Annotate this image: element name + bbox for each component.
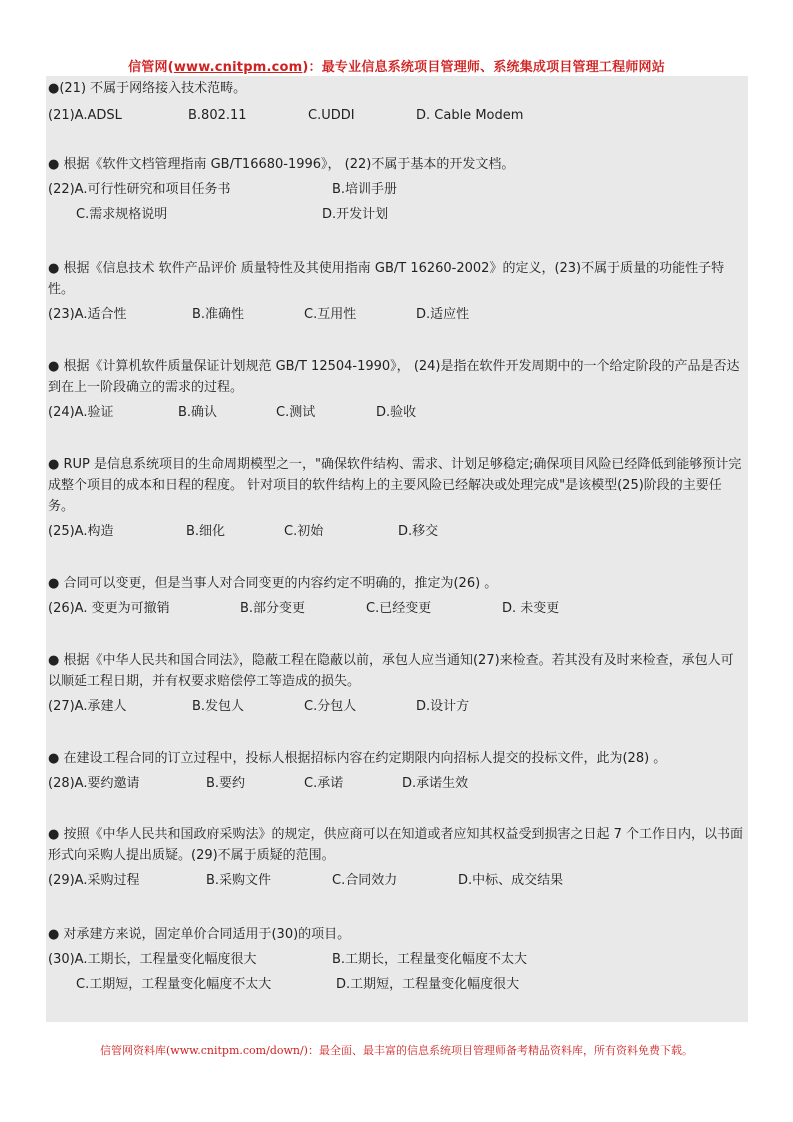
option-c: C.已经变更 [366, 601, 432, 616]
option-b: B.培训手册 [332, 182, 398, 197]
option-a: (24)A.验证 [48, 405, 114, 420]
question-21 [48, 78, 746, 126]
option-d: D. 未变更 [502, 601, 560, 616]
option-a: (25)A.构造 [48, 524, 114, 539]
option-a: (23)A.适合性 [48, 307, 127, 322]
option-b: B.部分变更 [240, 601, 306, 616]
options-row [48, 949, 746, 970]
option-c: C.分包人 [304, 699, 357, 714]
question-stem: ● RUP 是信息系统项目的生命周期模型之一，"确保软件结构、需求、计划足够稳定;确保项目风险已经降低到能够预计完成整个项目的成本和日程的程度。 针对项目的软件结构上的主要风险已经解决或处理完成"是该模型(25)阶段的主要任务。 [48, 457, 742, 514]
question-panel [46, 76, 748, 1022]
option-d: D.承诺生效 [402, 776, 469, 791]
option-b: B.确认 [178, 405, 218, 420]
question-stem: ● 根据《软件文档管理指南 GB/T16680-1996》， (22)不属于基本的开发文档。 [48, 157, 515, 172]
option-d: D.开发计划 [322, 207, 389, 222]
options-row [48, 204, 746, 225]
option-d: D.设计方 [416, 699, 470, 714]
question-stem: ● 根据《计算机软件质量保证计划规范 GB/T 12504-1990》， (24)是指在软件开发周期中的一个给定阶段的产品是否达到在上一阶段确立的需求的过程。 [48, 359, 740, 395]
question-stem: ● 根据《中华人民共和国合同法》，隐蔽工程在隐蔽以前，承包人应当通知(27)来检查。若其没有及时来检查，承包人可以顺延工程日期，并有权要求赔偿停工等造成的损失。 [48, 653, 734, 689]
option-b: B.要约 [206, 776, 246, 791]
options-row [48, 105, 746, 126]
option-b: B.细化 [186, 524, 226, 539]
option-d: D.中标、成交结果 [458, 873, 564, 888]
question-22 [48, 154, 746, 225]
option-a: (26)A. 变更为可撤销 [48, 601, 170, 616]
page-header [0, 56, 793, 75]
option-c: C.承诺 [304, 776, 344, 791]
question-stem: ● 在建设工程合同的订立过程中，投标人根据招标内容在约定期限内向招标人提交的投标文件，此为(28) 。 [48, 751, 667, 766]
option-d: D.移交 [398, 524, 439, 539]
option-c: C.合同效力 [332, 873, 398, 888]
header-site-link[interactable]: www.cnitpm.com [173, 60, 303, 75]
options-row [48, 402, 746, 423]
option-d: D.验收 [376, 405, 417, 420]
option-a: (22)A.可行性研究和项目任务书 [48, 182, 231, 197]
option-d: D.工期短，工程量变化幅度很大 [336, 977, 520, 992]
option-b: B.准确性 [192, 307, 245, 322]
options-row [48, 521, 746, 542]
question-28 [48, 748, 746, 794]
options-row [48, 304, 746, 325]
option-a: (30)A.工期长，工程量变化幅度很大 [48, 952, 257, 967]
option-c: C.初始 [284, 524, 324, 539]
question-stem: ● 对承建方来说，固定单价合同适用于(30)的项目。 [48, 927, 351, 942]
option-c: C.UDDI [308, 108, 355, 123]
question-29 [48, 824, 746, 891]
option-c: C.需求规格说明 [76, 207, 168, 222]
question-stem: ● 根据《信息技术 软件产品评价 质量特性及其使用指南 GB/T 16260-2002》的定义，(23)不属于质量的功能性子特性。 [48, 261, 725, 297]
options-row [48, 870, 746, 891]
options-row [48, 773, 746, 794]
option-b: B.工期长，工程量变化幅度不太大 [332, 952, 528, 967]
option-a: (28)A.要约邀请 [48, 776, 140, 791]
question-27 [48, 650, 746, 717]
page-footer: 信管网资料库(www.cnitpm.com/down/)：最全面、最丰富的信息系统项目管理师备考精品资料库，所有资料免费下载。 [100, 1044, 693, 1057]
option-c: C.互用性 [304, 307, 357, 322]
option-d: D. Cable Modem [416, 108, 524, 123]
option-b: B.采购文件 [206, 873, 272, 888]
option-c: C.工期短，工程量变化幅度不太大 [76, 977, 272, 992]
question-stem: ● 按照《中华人民共和国政府采购法》的规定，供应商可以在知道或者应知其权益受到损害之日起 7 个工作日内，以书面形式向采购人提出质疑。(29)不属于质疑的范围。 [48, 827, 744, 863]
option-c: C.测试 [276, 405, 316, 420]
question-30 [48, 924, 746, 995]
question-stem: ● 合同可以变更，但是当事人对合同变更的内容约定不明确的，推定为(26) 。 [48, 576, 498, 591]
question-24 [48, 356, 746, 423]
question-stem: ●(21) 不属于网络接入技术范畴。 [48, 81, 247, 96]
option-d: D.适应性 [416, 307, 470, 322]
header-suffix: )：最专业信息系统项目管理师、系统集成项目管理工程师网站 [302, 60, 665, 75]
options-row [48, 179, 746, 200]
option-b: B.发包人 [192, 699, 245, 714]
option-a: (21)A.ADSL [48, 108, 122, 123]
option-b: B.802.11 [188, 108, 247, 123]
options-row [48, 974, 746, 995]
option-a: (29)A.采购过程 [48, 873, 140, 888]
question-25 [48, 454, 746, 542]
option-a: (27)A.承建人 [48, 699, 127, 714]
header-prefix: 信管网( [128, 60, 174, 75]
question-23 [48, 258, 746, 325]
options-row [48, 696, 746, 717]
question-26 [48, 573, 746, 619]
options-row [48, 598, 746, 619]
